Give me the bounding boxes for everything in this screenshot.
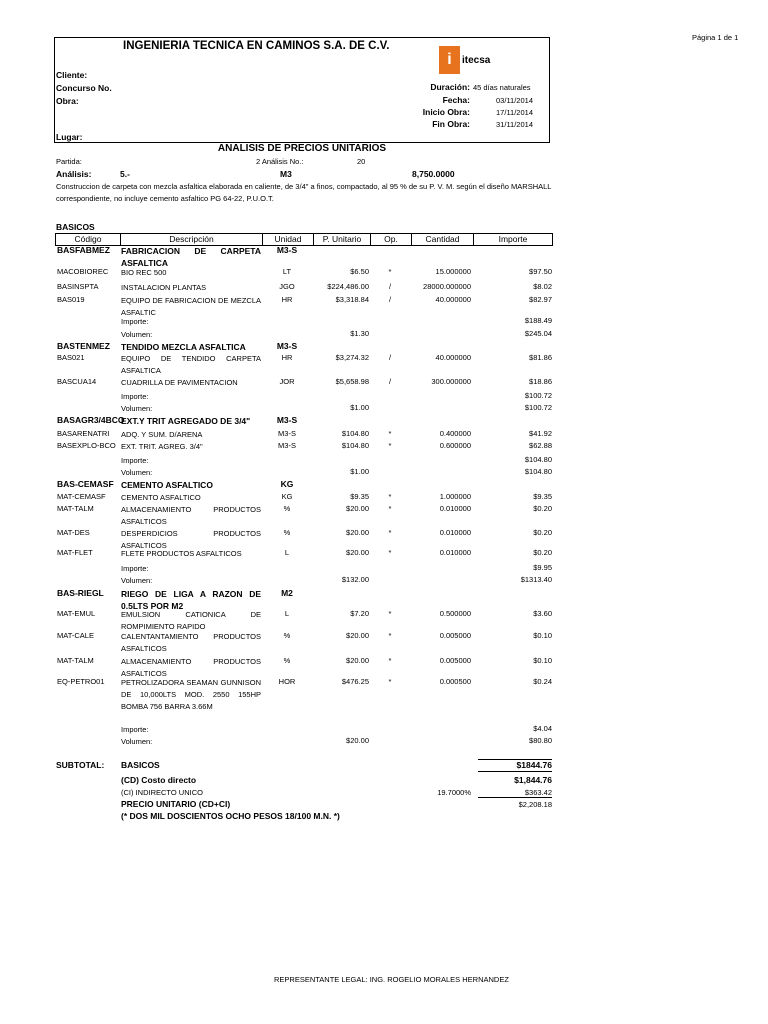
cell-unit: HR [281,353,293,362]
cell-unit-price: $20.00 [346,631,369,640]
cd-label: (CD) Costo directo [121,775,197,785]
cell-unit-price: $6.50 [350,267,369,276]
precio-en-letras: (* DOS MIL DOSCIENTOS OCHO PESOS 18/100 M.N. *) [121,811,340,821]
cell-quantity: 0.010000 [439,504,471,513]
cell-description: Volumen: [121,737,153,746]
partida-label: Partida: [56,157,82,166]
cell-op: * [388,656,392,665]
cell-description: RIEGO DE LIGA A RAZON DE 0.5LTS POR M2 [121,589,261,611]
cell-description: CALENTANTAMIENTO PRODUCTOS ASFALTICOS [121,632,261,653]
cell-quantity: 28000.000000 [423,282,471,291]
ci-value: $363.42 [524,788,552,797]
obra-label: Obra: [56,96,79,106]
cell-unit-price: $7.20 [350,609,369,618]
cell-op: / [388,282,392,291]
cell-code: MAT-EMUL [57,609,96,618]
cell-unit-price: $104.80 [341,441,369,450]
cell-description: TENDIDO MEZCLA ASFALTICA [121,342,246,352]
cell-description: INSTALACION PLANTAS [121,283,207,292]
analisis-label: Análisis: [56,169,92,179]
cell-unit: HOR [278,677,296,686]
precio-unitario-value: $2,208.18 [518,800,552,809]
cell-importe: $82.97 [529,295,552,304]
cell-description: EQUIPO DE TENDIDO CARPETA ASFALTICA [121,354,261,375]
subtotal-description: BASICOS [121,760,160,770]
cell-importe: $1313.40 [520,575,552,584]
cell-unit: M3-S [278,429,296,438]
col-descripcion: Descripción [169,234,214,244]
cell-description: FABRICACION DE CARPETA ASFALTICA [121,246,261,268]
cell-unit: JGO [279,282,295,291]
cell-code: BASAGR3/4BCO [57,415,125,425]
cell-code: BAS-RIEGL [57,588,104,598]
cell-description: Importe: [121,392,149,401]
cell-description: Importe: [121,725,149,734]
cell-unit-price: $3,274.32 [335,353,369,362]
cell-unit: L [284,609,290,618]
col-cantidad: Cantidad [425,234,460,244]
cell-description: FLETE PRODUCTOS ASFALTICOS [121,549,242,558]
cell-importe: $4.04 [533,724,552,733]
cell-unit: M3-S [278,441,296,450]
cell-unit: LT [282,267,292,276]
cell-description: Importe: [121,564,149,573]
cell-code: BASFABMEZ [57,245,110,255]
cell-op: * [388,267,392,276]
cell-unit: HR [281,295,293,304]
cell-importe: $0.20 [533,504,552,513]
cell-op: * [388,429,392,438]
cell-unit-price: $20.00 [346,504,369,513]
cell-unit: % [283,528,291,537]
cell-unit-price: $224,486.00 [327,282,369,291]
cell-op: / [388,295,392,304]
cell-unit-price: $5,658.98 [335,377,369,386]
duracion-label: Duración: [430,82,470,92]
cell-importe: $62.88 [529,441,552,450]
cell-description: EQUIPO DE FABRICACION DE MEZCLA ASFALTIC [121,296,261,317]
cell-code: MAT-TALM [57,504,94,513]
fecha-value: 03/11/2014 [496,96,533,105]
fecha-label: Fecha: [442,95,470,105]
cell-op: / [388,377,392,386]
precio-unitario-label: PRECIO UNITARIO (CD+CI) [121,799,231,809]
cell-importe: $8.02 [533,282,552,291]
cell-quantity: 0.600000 [439,441,471,450]
cell-code: MAT-CALE [57,631,94,640]
cell-quantity: 0.500000 [439,609,471,618]
subtotal-value: $1844.76 [516,760,552,770]
cell-unit: M3-S [276,415,298,425]
cell-quantity: 40.000000 [435,295,471,304]
cell-code: BASCUA14 [57,377,97,386]
cell-description: PETROLIZADORA SEAMAN GUNNISON DE 10,000LTS MOD. 2550 155HP BOMBA 756 BARRA 3.66M [121,678,261,711]
cell-description: Volumen: [121,404,153,413]
cell-importe: $3.60 [533,609,552,618]
cell-description: Volumen: [121,576,153,585]
cell-unit-price: $20.00 [346,528,369,537]
cell-op: * [388,528,392,537]
cell-unit-price: $1.30 [350,329,369,338]
cell-description: ADQ. Y SUM. D/ARENA [121,430,203,439]
cell-code: MAT-CEMASF [57,492,106,501]
cell-quantity: 300.000000 [431,377,471,386]
cell-unit-price: $1.00 [350,403,369,412]
cell-quantity: 0.010000 [439,548,471,557]
cell-importe: $9.95 [533,563,552,572]
cell-description: ALMACENAMIENTO PRODUCTOS ASFALTICOS [121,505,261,526]
subtotal-rule-2 [478,771,552,772]
doc-title: ANALISIS DE PRECIOS UNITARIOS [217,143,387,154]
lugar-label: Lugar: [56,132,83,142]
cell-op: * [388,492,392,501]
cell-quantity: 0.400000 [439,429,471,438]
cell-description: BIO REC 500 [121,268,167,277]
cell-op: * [388,548,392,557]
cell-description: CEMENTO ASFALTICO [121,480,213,490]
cell-unit: M3-S [276,245,298,255]
cell-importe: $9.35 [533,492,552,501]
cell-op: * [388,609,392,618]
footer-representative: REPRESENTANTE LEGAL: ING. ROGELIO MORALES HERNANDEZ [274,975,509,984]
cell-unit: % [283,631,291,640]
cell-unit-price: $3,318.84 [335,295,369,304]
cell-code: BASTENMEZ [57,341,110,351]
analisis-no-label: 2 Análisis No.: [256,157,304,166]
cell-unit-price: $20.00 [346,656,369,665]
cell-quantity: 15.000000 [435,267,471,276]
cell-quantity: 0.005000 [439,656,471,665]
fin-obra-label: Fin Obra: [432,119,470,129]
cell-code: BASINSPTA [57,282,99,291]
col-punitario: P. Unitario [322,234,362,244]
cell-op: * [388,441,392,450]
cell-importe: $0.24 [533,677,552,686]
cell-unit: % [283,656,291,665]
cell-quantity: 0.000500 [439,677,471,686]
cell-importe: $0.20 [533,528,552,537]
cell-quantity: 0.005000 [439,631,471,640]
cell-code: EQ-PETRO01 [57,677,105,686]
cell-unit: L [284,548,290,557]
cell-importe: $0.10 [533,656,552,665]
cell-importe: $81.86 [529,353,552,362]
cell-code: BASEXPLO-BCO [57,441,116,450]
analisis-quantity: 8,750.0000 [412,169,455,179]
cell-unit-price: $104.80 [341,429,369,438]
cell-quantity: 0.010000 [439,528,471,537]
cell-importe: $0.10 [533,631,552,640]
subtotal-label: SUBTOTAL: [56,760,105,770]
cell-importe: $100.72 [524,391,552,400]
cell-description: Volumen: [121,468,153,477]
cell-description: EXT. TRIT. AGREG. 3/4" [121,442,203,451]
concurso-label: Concurso No. [56,83,112,93]
cell-description: EMULSION CATIONICA DE ROMPIMIENTO RAPIDO [121,610,261,631]
ci-label: (CI) INDIRECTO UNICO [121,788,203,797]
cell-code: MACOBIOREC [57,267,109,276]
analisis-value: 5.- [120,169,130,179]
cell-importe: $188.49 [524,316,552,325]
cell-op: * [388,677,392,686]
inicio-obra-value: 17/11/2014 [496,108,533,117]
cell-importe: $80.80 [529,736,552,745]
cell-unit-price: $132.00 [341,575,369,584]
cell-code: MAT-DES [57,528,90,537]
page-number: Página 1 de 1 [692,33,739,42]
cell-code: BAS021 [57,353,85,362]
cell-unit: M2 [281,588,293,598]
cell-description: CUADRILLA DE PAVIMENTACION [121,378,238,387]
cell-description: CEMENTO ASFALTICO [121,493,201,502]
cell-code: MAT-FLET [57,548,93,557]
logo-text: itecsa [462,55,491,66]
cell-quantity: 40.000000 [435,353,471,362]
cell-description: Importe: [121,456,149,465]
cell-description: ALMACENAMIENTO PRODUCTOS ASFALTICOS [121,657,261,678]
cell-importe: $18.86 [529,377,552,386]
ci-rule [478,797,552,798]
col-unidad: Unidad [274,234,302,244]
section-label: BASICOS [56,222,95,232]
cell-importe: $97.50 [529,267,552,276]
cell-description: Importe: [121,317,149,326]
cell-description: DESPERDICIOS PRODUCTOS ASFALTICOS [121,529,261,550]
company-name: INGENIERIA TECNICA EN CAMINOS S.A. DE C.V. [123,40,390,52]
cell-op: / [388,353,392,362]
cell-unit-price: $20.00 [346,736,369,745]
analisis-unit: M3 [280,169,292,179]
cell-description: Volumen: [121,330,153,339]
col-importe: Importe [498,234,528,244]
col-codigo: Código [74,234,102,244]
analisis-no-value: 20 [357,157,366,166]
cell-unit: % [283,504,291,513]
cell-importe: $100.72 [524,403,552,412]
cell-code: MAT-TALM [57,656,94,665]
logo-letter: i [447,51,452,68]
cell-unit-price: $9.35 [350,492,369,501]
cell-code: BAS019 [57,295,85,304]
cell-importe: $104.80 [524,467,552,476]
analysis-description: Construccion de carpeta con mezcla asfaltica elaborada en caliente, de 3/4" a finos, compactado, al 95 % de su P. V. M. según el diseño MARSHALL correspondiente, no incluye cemento asfaltico PG 64-22, P.U.O.T. [56,182,552,203]
fin-obra-value: 31/11/2014 [496,120,533,129]
cd-value: $1,844.76 [514,775,552,785]
cell-code: BAS-CEMASF [57,479,114,489]
cell-code: BASARENATRI [57,429,110,438]
cell-importe: $41.92 [529,429,552,438]
cell-op: * [388,631,392,640]
cell-description: EXT.Y TRIT AGREGADO DE 3/4" [121,416,251,426]
cell-unit: JOR [279,377,295,386]
col-op: Op. [384,234,398,244]
inicio-obra-label: Inicio Obra: [422,107,470,117]
cell-unit: M3-S [276,341,298,351]
duracion-value: 45 días naturales [473,83,531,92]
cell-unit: KG [280,479,294,489]
cell-importe: $245.04 [524,329,552,338]
cell-importe: $0.20 [533,548,552,557]
cell-unit-price: $1.00 [350,467,369,476]
cell-unit-price: $476.25 [341,677,369,686]
cliente-label: Cliente: [56,70,88,80]
cell-op: * [388,504,392,513]
ci-percent: 19.7000% [437,788,471,797]
cell-unit: KG [281,492,293,501]
cell-quantity: 1.000000 [439,492,471,501]
cell-unit-price: $20.00 [346,548,369,557]
cell-importe: $104.80 [524,455,552,464]
